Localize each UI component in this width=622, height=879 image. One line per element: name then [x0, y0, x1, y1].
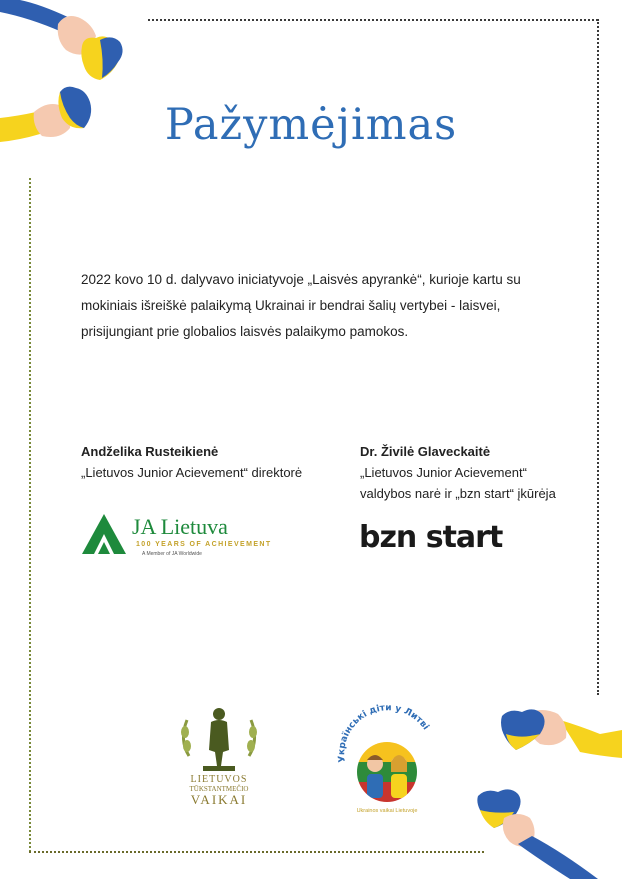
frame-top-border	[148, 19, 598, 21]
ja-logo-tagline: 100 YEARS OF ACHIEVEMENT	[136, 541, 272, 548]
ja-lietuva-logo	[80, 510, 285, 558]
ja-logo-name: JA Lietuva	[132, 514, 228, 539]
frame-left-border	[29, 178, 31, 852]
ja-logo-subtitle: A Member of JA Worldwide	[142, 551, 202, 557]
bzn-start-logo: bzn start	[359, 520, 503, 555]
ua-logo-arc-text: Українські діти у Литві	[337, 703, 431, 763]
signatory-right-name: Dr. Živilė Glaveckaitė	[360, 444, 491, 459]
certificate-title: Pažymėjimas	[164, 100, 458, 150]
signatory-right-role-line1: „Lietuvos Junior Acievement“	[360, 465, 527, 480]
ua-logo-caption: Ukrainos vaikai Lietuvoje	[356, 808, 418, 814]
lietuvos-tukstantmecio-vaikai-logo	[173, 700, 265, 808]
signatory-left-role: „Lietuvos Junior Acievement“ direktorė	[81, 465, 303, 480]
ltv-logo-line3: VAIKAI	[190, 792, 248, 807]
signatory-right	[360, 441, 590, 504]
ltv-logo-line2: TŪKSTANTMEČIO	[189, 785, 249, 793]
signatory-left-name: Andželika Rusteikienė	[81, 444, 219, 459]
signatory-right-role-line2: valdybos narė ir „bzn start“ įkūrėja	[360, 486, 556, 501]
hand-heart-bottom-icon	[470, 700, 622, 879]
ukrainian-children-logo	[335, 702, 440, 817]
signatory-left	[81, 441, 331, 483]
certificate-body: 2022 kovo 10 d. dalyvavo iniciatyvoje „Laisvės apyrankė“, kurioje kartu su mokiniais išreiškė palaikymą Ukrainai ir bendrai šalių vertybei - laisvei, prisijungiant prie globalios laisvės palaikymo pamokos.	[81, 272, 521, 339]
frame-bottom-border	[29, 851, 484, 853]
ltv-logo-line1: LIETUVOS	[190, 774, 248, 785]
